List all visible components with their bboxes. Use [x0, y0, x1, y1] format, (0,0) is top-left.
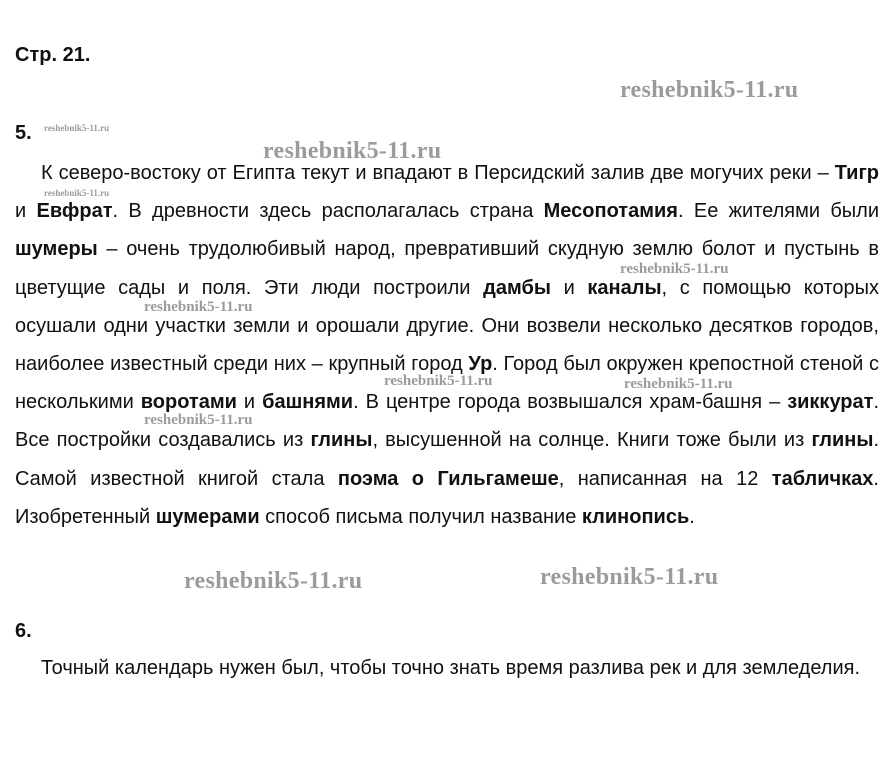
bold-term: табличках: [771, 467, 874, 490]
text-segment: . В древности здесь располагалась страна: [112, 200, 544, 223]
bold-term: зиккурат: [787, 391, 874, 414]
bold-term: Евфрат: [36, 200, 113, 223]
text-segment: . Изобретенный: [15, 467, 879, 528]
text-segment: , с помощью которых осушали одни участки земли и орошали другие. Они возвели несколько десятков городов, наиболее известный среди них – крупный город: [15, 276, 879, 376]
text-segment: и: [236, 391, 263, 414]
watermark: reshebnik5-11.ru: [44, 188, 110, 198]
bold-term: шумеры: [15, 238, 98, 261]
text-segment: .: [689, 505, 695, 528]
text-segment: . Самой известной книгой стала: [15, 429, 879, 490]
watermark: reshebnik5-11.ru: [624, 376, 733, 392]
bold-term: поэма о Гильгамеше: [337, 467, 559, 490]
text-segment: К северо-востоку от Египта текут и впадают в Персидский залив две могучих реки –: [41, 162, 835, 184]
text-segment: и: [15, 200, 37, 223]
bold-term: глины: [310, 429, 373, 452]
text-segment: , высушенной на солнце. Книги тоже были из: [372, 429, 812, 452]
text-segment: способ письма получил название: [259, 505, 582, 528]
task-number: 5.: [15, 122, 32, 144]
watermark: reshebnik5-11.ru: [263, 138, 442, 164]
bold-term: Тигр: [834, 162, 879, 184]
page-number: Стр. 21.: [15, 44, 91, 66]
watermark: reshebnik5-11.ru: [540, 564, 719, 590]
bold-term: клинопись: [581, 505, 690, 528]
text-segment: . Все постройки создавались из: [15, 391, 879, 452]
bold-term: Ур: [468, 353, 493, 376]
text-segment: . Город был окружен крепостной стеной с несколькими: [15, 353, 879, 414]
text-segment: . В центре города возвышался храм-башня –: [353, 391, 788, 414]
watermark: reshebnik5-11.ru: [184, 568, 363, 594]
text-segment: , написанная на 12: [558, 467, 772, 490]
watermark: reshebnik5-11.ru: [144, 412, 253, 428]
bold-term: глины: [811, 429, 874, 452]
watermark: reshebnik5-11.ru: [620, 261, 729, 277]
text-segment: – очень трудолюбивый народ, превративший скудную землю болот и пустынь в цветущие сады и поля. Эти люди построили: [15, 238, 879, 299]
bold-term: шумерами: [155, 505, 260, 528]
watermark: reshebnik5-11.ru: [384, 373, 493, 389]
bold-term: дамбы: [483, 276, 551, 299]
task-5-text: [15, 154, 879, 536]
watermark: reshebnik5-11.ru: [44, 123, 110, 133]
text-segment: . Ее жителями были: [677, 200, 880, 223]
bold-term: каналы: [587, 276, 662, 299]
task-number: 6.: [15, 620, 32, 642]
watermark: reshebnik5-11.ru: [144, 299, 253, 315]
text-segment: Точный календарь нужен был, чтобы точно знать время разлива рек и для земледелия.: [41, 657, 861, 679]
watermark: reshebnik5-11.ru: [620, 77, 799, 103]
text-segment: и: [550, 276, 588, 299]
task-6-text: [15, 649, 879, 687]
bold-term: Месопотамия: [543, 200, 678, 223]
bold-term: воротами: [140, 391, 237, 414]
bold-term: башнями: [262, 391, 354, 414]
